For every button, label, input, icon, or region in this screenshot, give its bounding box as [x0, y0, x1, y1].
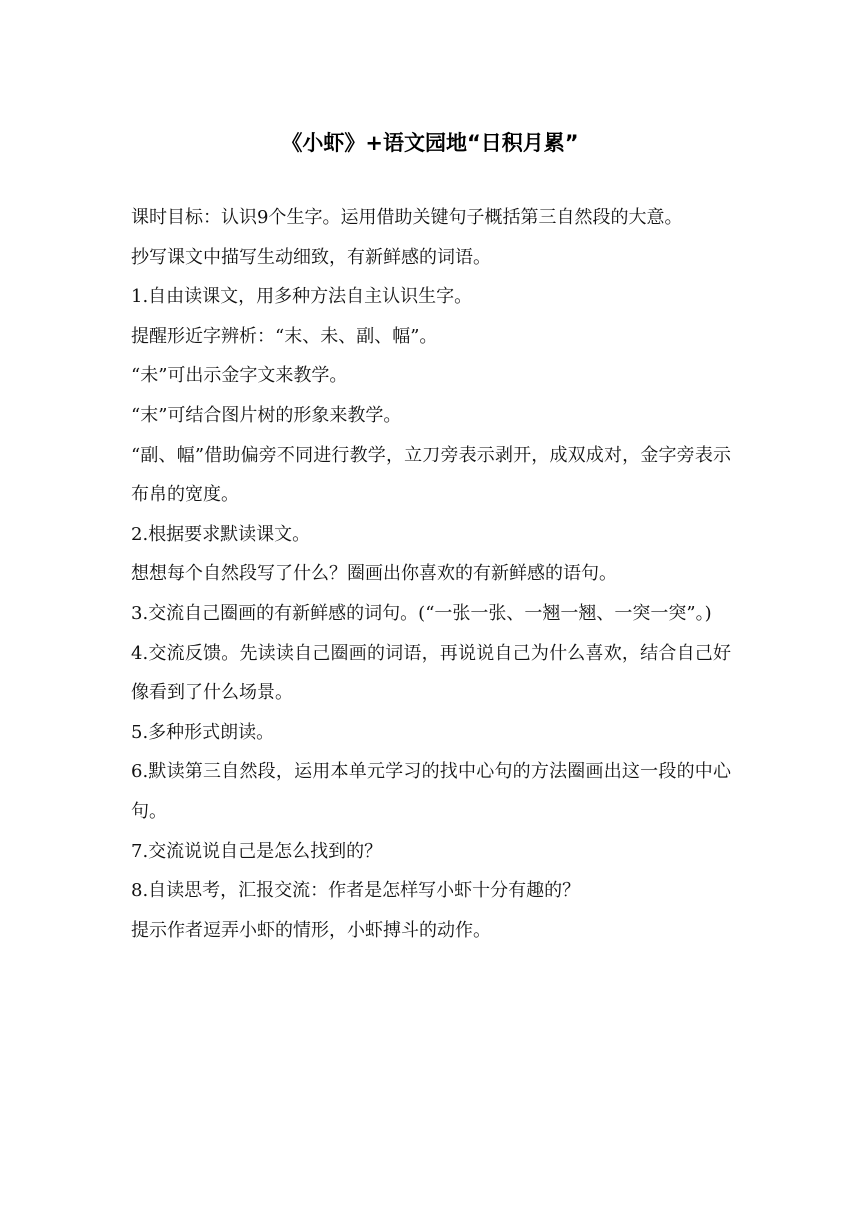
document-title: 《小虾》+语文园地“日积月累” [281, 131, 579, 155]
paragraph-similar-chars: 提醒形近字辨析：“末、未、副、幅”。 [131, 325, 438, 347]
paragraph-fu: “副、幅”借助偏旁不同进行教学，立刀旁表示剥开，成双成对，金字旁表示布帛的宽度。 [131, 444, 731, 506]
paragraph-step-3: 3.交流自己圈画的有新鲜感的词句。(“一张一张、一翘一翘、一突一突”。) [131, 602, 712, 624]
paragraph-mo: “末”可结合图片树的形象来教学。 [131, 404, 402, 426]
paragraph-step-1: 1.自由读课文，用多种方法自主认识生字。 [131, 286, 473, 308]
paragraph-step-8: 8.自读思考，汇报交流：作者是怎样写小虾十分有趣的？ [131, 880, 581, 902]
paragraph-step-7: 7.交流说说自己是怎么找到的？ [131, 840, 383, 862]
document-body [131, 198, 731, 950]
paragraph-hint: 提示作者逗弄小虾的情形，小虾搏斗的动作。 [131, 919, 491, 941]
paragraph-wei: “未”可出示金字文来教学。 [131, 365, 348, 387]
paragraph-step-5: 5.多种形式朗读。 [131, 721, 275, 743]
paragraph-step-2: 2.根据要求默读课文。 [131, 523, 311, 545]
paragraph-copy-words: 抄写课文中描写生动细致，有新鲜感的词语。 [131, 246, 491, 268]
paragraph-objective: 课时目标：认识9个生字。运用借助关键句子概括第三自然段的大意。 [131, 207, 683, 228]
paragraph-step-6: 6.默读第三自然段，运用本单元学习的找中心句的方法圈画出这一段的中心句。 [131, 761, 731, 822]
paragraph-think: 想想每个自然段写了什么？圈画出你喜欢的有新鲜感的语句。 [131, 563, 617, 585]
paragraph-step-4: 4.交流反馈。先读读自己圈画的词语，再说说自己为什么喜欢，结合自己好像看到了什么场景。 [131, 642, 731, 704]
